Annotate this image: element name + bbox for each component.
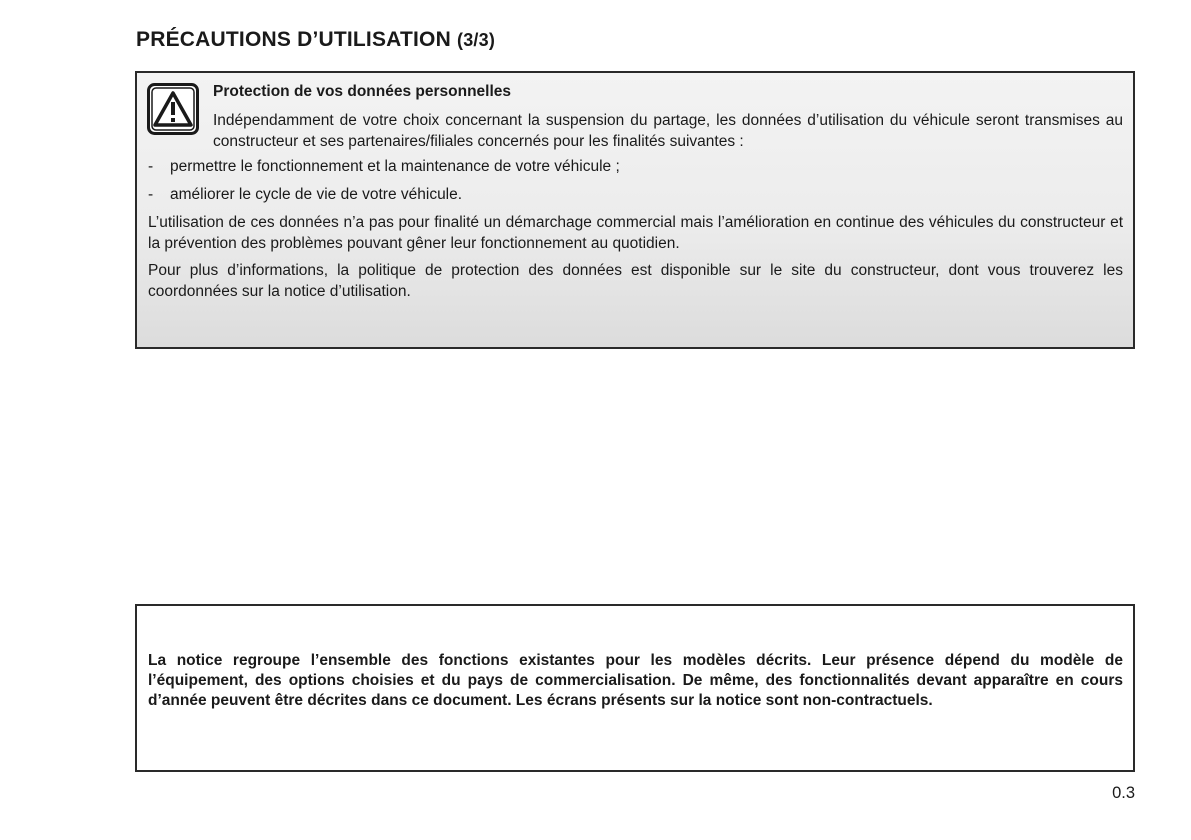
page-title-suffix: (3/3): [457, 30, 496, 50]
notice-box: [135, 604, 1135, 772]
bullet-marker: -: [148, 158, 154, 175]
warning-triangle-icon: [147, 83, 199, 135]
paragraph-more-info: Pour plus d’informations, la politique de protection des données est disponible sur le site du constructeur, dont vous trouverez les coordonnées sur la notice d’utilisation.: [148, 262, 1123, 300]
page-title: [136, 28, 495, 52]
notice-text: La notice regroupe l’ensemble des fonctions existantes pour les modèles décrits. Leur présence dépend du modèle de l’équipement, des options choisies et du pays de commercialisation. De même, des fonctionnalités devant apparaître en cours d’année peuvent être décrites dans ce document. Les écrans présents sur la notice sont non-contractuels.: [148, 652, 1123, 709]
warning-box: [135, 71, 1135, 349]
list-item: [148, 184, 462, 205]
warning-intro: Indépendamment de votre choix concernant la suspension du partage, les données d’utilisation du véhicule seront transmises au constructeur et ses partenaires/filiales concernés pour les finalités suivantes :: [213, 112, 1123, 150]
page-title-text: PRÉCAUTIONS D’UTILISATION: [136, 28, 451, 51]
warning-heading: Protection de vos données personnelles: [213, 83, 512, 100]
list-item-text: améliorer le cycle de vie de votre véhicule.: [170, 186, 463, 203]
page-number: 0.3: [1112, 784, 1135, 802]
bullet-marker: -: [148, 186, 154, 203]
list-item-text: permettre le fonctionnement et la maintenance de votre véhicule ;: [170, 158, 620, 175]
paragraph-usage: L’utilisation de ces données n’a pas pour finalité un démarchage commercial mais l’amélioration en continue des véhicules du constructeur et la prévention des problèmes pouvant gêner leur fonctionnement au quotidien.: [148, 214, 1123, 252]
list-item: [148, 156, 620, 177]
